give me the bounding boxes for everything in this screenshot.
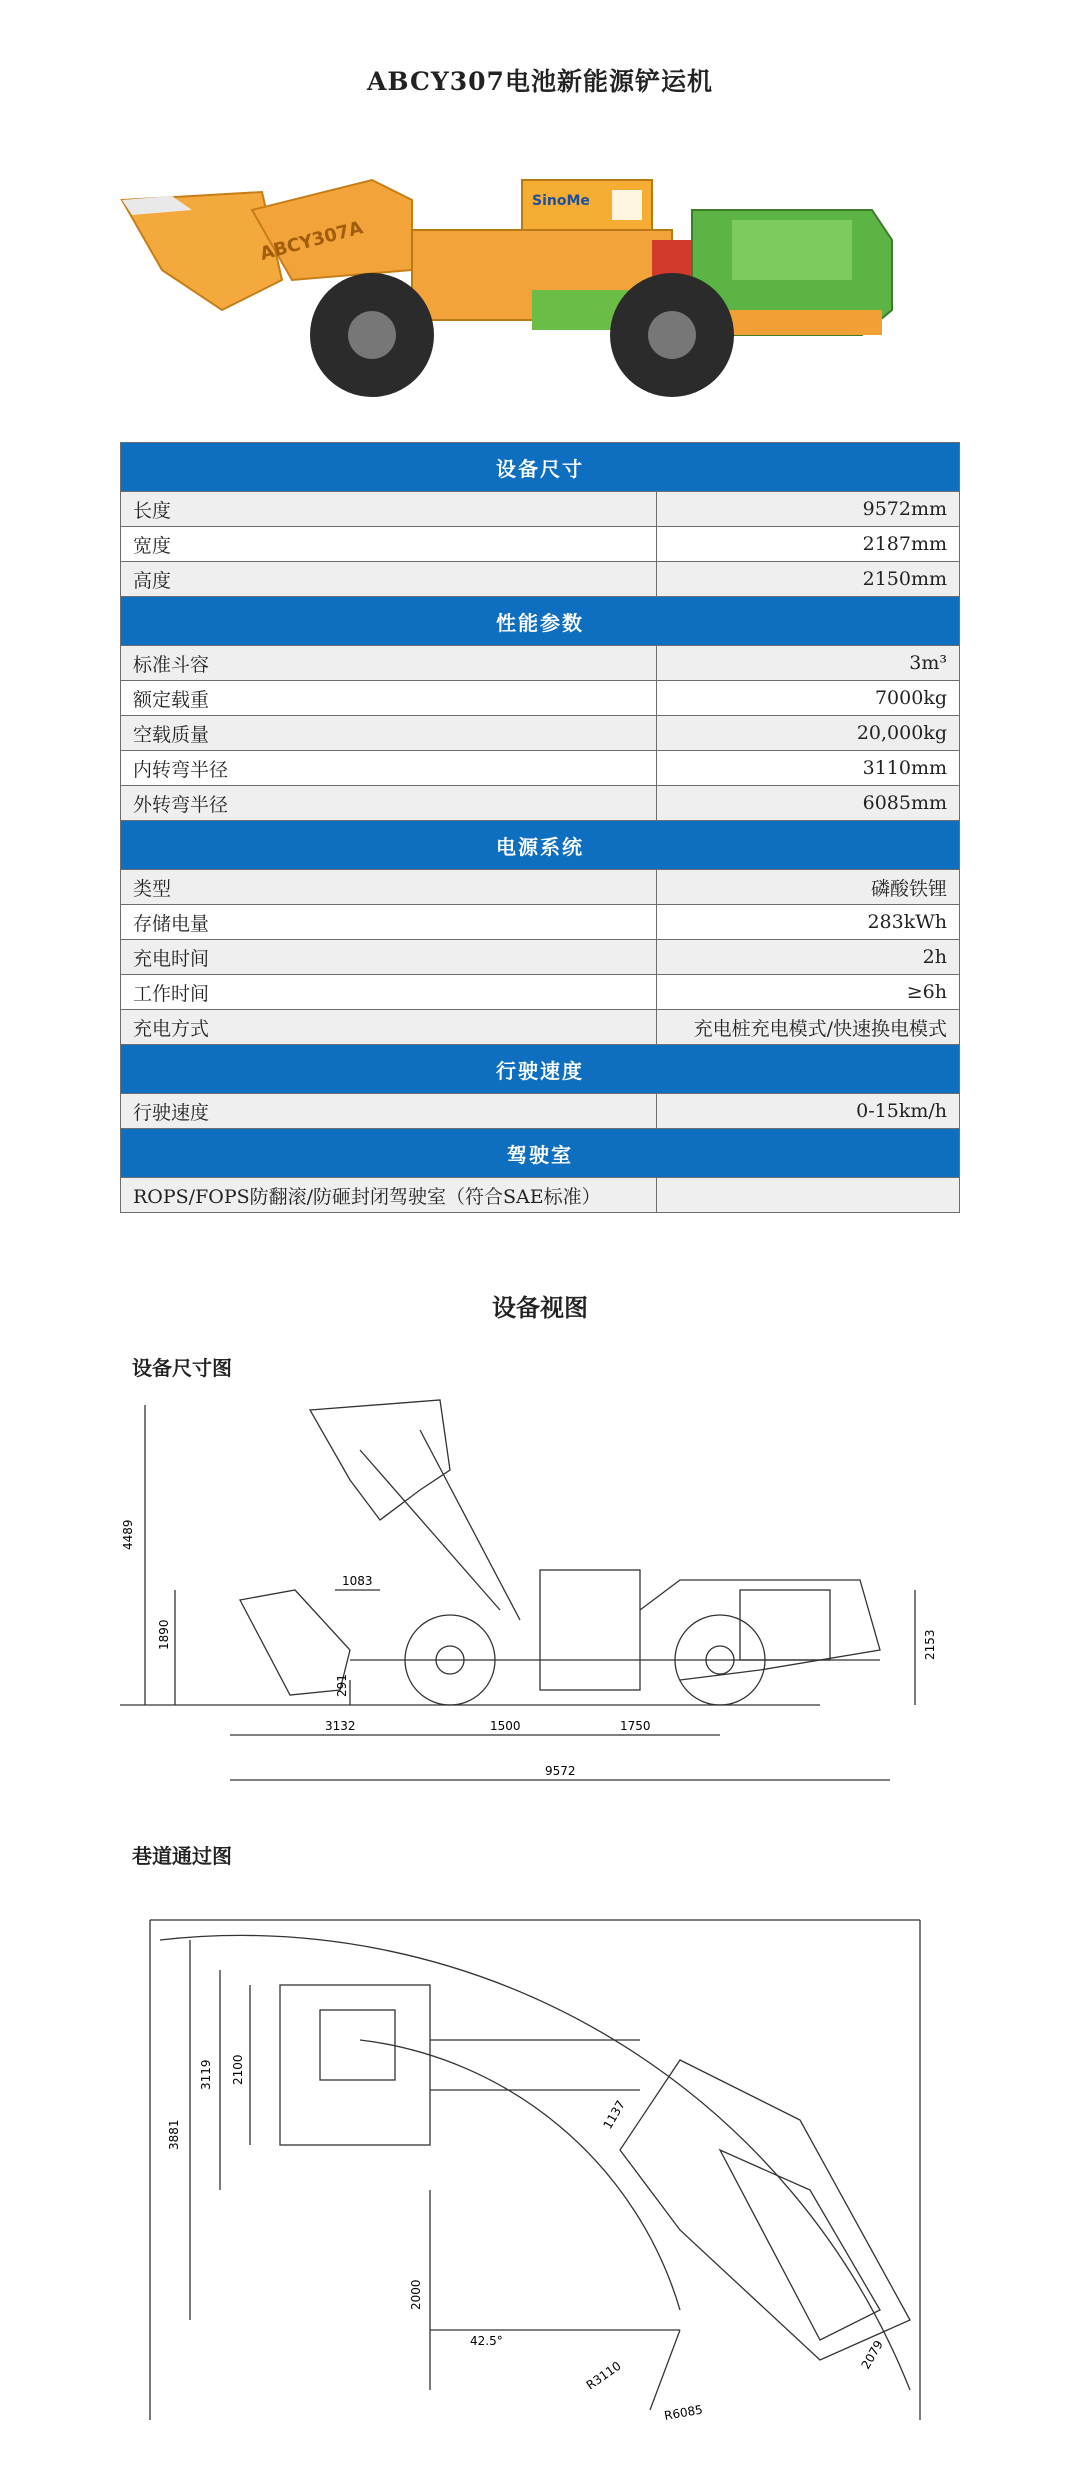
spec-value	[657, 1178, 960, 1213]
section-header	[121, 821, 960, 870]
dim-reach: 1083	[342, 1574, 373, 1588]
spec-key: 外转弯半径	[121, 786, 657, 821]
dim-d3: 1750	[620, 1719, 651, 1733]
spec-row	[121, 492, 960, 527]
spec-key: 长度	[121, 492, 657, 527]
spec-row	[121, 751, 960, 786]
spec-key: 存储电量	[121, 905, 657, 940]
spec-value: 2187mm	[657, 527, 960, 562]
spec-value: ≥6h	[657, 975, 960, 1010]
spec-key: 类型	[121, 870, 657, 905]
spec-key: 行驶速度	[121, 1094, 657, 1129]
spec-value: 磷酸铁锂	[657, 870, 960, 905]
brand-logo: SinoMe	[532, 193, 590, 209]
spec-row	[121, 1178, 960, 1213]
dim-d2: 1500	[490, 1719, 521, 1733]
tun-h-outer: 3881	[167, 2119, 181, 2150]
spec-value: 7000kg	[657, 681, 960, 716]
spec-value: 2150mm	[657, 562, 960, 597]
spec-row	[121, 527, 960, 562]
spec-value: 0-15km/h	[657, 1094, 960, 1129]
spec-key: 高度	[121, 562, 657, 597]
section-header-label: 电源系统	[121, 821, 960, 870]
spec-key: 工作时间	[121, 975, 657, 1010]
spec-value: 3m³	[657, 646, 960, 681]
views-title: 设备视图	[492, 1293, 588, 1322]
tun-h-inner: 3119	[199, 2059, 213, 2090]
spec-row	[121, 905, 960, 940]
spec-key: ROPS/FOPS防翻滚/防砸封闭驾驶室（符合SAE标准）	[121, 1178, 657, 1213]
section-header	[121, 597, 960, 646]
spec-key: 宽度	[121, 527, 657, 562]
side-text: ABCY307A	[257, 217, 366, 265]
spec-key: 标准斗容	[121, 646, 657, 681]
spec-key: 充电方式	[121, 1010, 657, 1045]
spec-row	[121, 681, 960, 716]
section-header-label: 驾驶室	[121, 1129, 960, 1178]
spec-value: 9572mm	[657, 492, 960, 527]
tun-offset: 1137	[600, 2098, 628, 2132]
spec-value: 充电桩充电模式/快速换电模式	[657, 1010, 960, 1045]
dim-length: 9572	[545, 1764, 576, 1778]
dimension-drawing	[120, 1390, 960, 1810]
dim-h-clear: 291	[335, 1674, 349, 1697]
tun-r-inner: R3110	[583, 2358, 624, 2393]
section-header	[121, 1129, 960, 1178]
spec-key: 空载质量	[121, 716, 657, 751]
tunnel-title: 巷道通过图	[132, 1844, 232, 1868]
tunnel-drawing	[120, 1890, 960, 2450]
section-header-label: 设备尺寸	[121, 443, 960, 492]
spec-value: 3110mm	[657, 751, 960, 786]
spec-row	[121, 975, 960, 1010]
spec-key: 内转弯半径	[121, 751, 657, 786]
spec-value: 6085mm	[657, 786, 960, 821]
spec-row	[121, 1010, 960, 1045]
page-title: ABCY307电池新能源铲运机	[367, 67, 713, 96]
spec-row	[121, 646, 960, 681]
dim-d1: 3132	[325, 1719, 356, 1733]
spec-row	[121, 716, 960, 751]
dim-h-bucket: 1890	[157, 1619, 171, 1650]
spec-row	[121, 870, 960, 905]
spec-row	[121, 940, 960, 975]
spec-row	[121, 1094, 960, 1129]
tun-h-tunnel: 2100	[231, 2054, 245, 2085]
spec-value: 283kWh	[657, 905, 960, 940]
dim-h-machine: 2153	[923, 1629, 937, 1660]
tun-angle: 42.5°	[470, 2334, 503, 2348]
spec-value: 2h	[657, 940, 960, 975]
dims-title: 设备尺寸图	[132, 1356, 232, 1380]
spec-row	[121, 562, 960, 597]
section-header-label: 行驶速度	[121, 1045, 960, 1094]
section-header-label: 性能参数	[121, 597, 960, 646]
spec-key: 充电时间	[121, 940, 657, 975]
spec-value: 20,000kg	[657, 716, 960, 751]
tun-r-outer: R6085	[663, 2402, 704, 2423]
tun-width: 2000	[409, 2279, 423, 2310]
section-header	[121, 443, 960, 492]
dim-h-total: 4489	[121, 1519, 135, 1550]
loader-illustration	[112, 160, 972, 400]
tun-w-machine: 2079	[858, 2338, 886, 2372]
spec-table	[120, 442, 960, 1213]
section-header	[121, 1045, 960, 1094]
spec-row	[121, 786, 960, 821]
spec-key: 额定载重	[121, 681, 657, 716]
